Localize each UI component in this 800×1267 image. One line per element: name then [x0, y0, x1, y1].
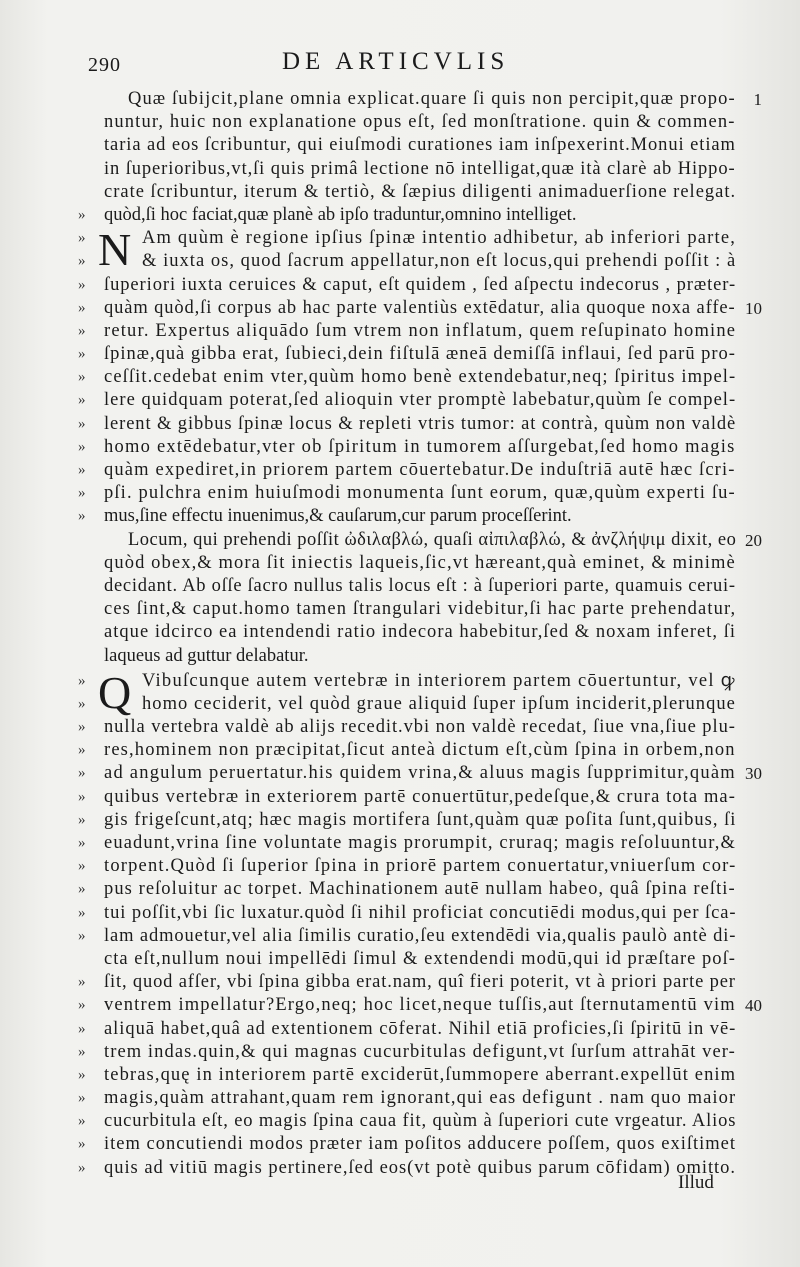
line-text: nuntur, huic non explanatione opus eſt, ſed monſtratione. quin & commen- — [104, 112, 736, 133]
text-line — [104, 575, 736, 598]
text-line — [104, 181, 736, 204]
quote-mark: » — [78, 719, 86, 736]
line-text: torpent.Quòd ſi ſuperior ſpina in priorē partem conuertatur,vniuerſum cor- — [104, 856, 737, 877]
text-line — [78, 971, 736, 994]
line-text: laqueus ad guttur delabatur. — [104, 645, 309, 666]
text-line — [78, 297, 762, 320]
line-text: pſi. pulchra enim huiuſmodi monumenta ſunt eorum, quæ,quùm experti ſu- — [104, 483, 736, 504]
line-text: quòd,ſi hoc faciat,quæ planè ab ipſo traduntur,omnino intelliget. — [104, 204, 577, 225]
quote-mark: » — [78, 835, 86, 851]
line-text: atque idcirco ea intendendi ratio indecora habebitur,ſed & noxam inferet, ſi — [104, 622, 737, 643]
paragraph — [104, 529, 762, 668]
text-line — [78, 204, 736, 227]
quote-mark: » — [78, 974, 86, 991]
text-line — [78, 1087, 737, 1110]
paragraph — [78, 666, 762, 1180]
running-title: DE ARTICVLIS — [282, 48, 510, 75]
line-text: quibus vertebræ in exteriorem partē conuertūtur,pedeſque,& crura tota ma- — [104, 786, 736, 807]
line-text: homo ceciderit, vel quòd graue aliquid ſuper ipſum inciderit,plerunque — [142, 693, 736, 714]
page-header — [0, 48, 800, 78]
line-text: lerent & gibbus ſpinæ locus & repleti vtris tumor: at contrà, quùm non valdè — [104, 413, 737, 434]
line-text: cucurbitula eſt, eo magis ſpina caua fit, quùm à ſuperiori cute vrgeatur. Alios — [104, 1111, 737, 1132]
paragraph — [78, 224, 762, 528]
quote-mark: » — [78, 765, 86, 782]
line-text: tebras,quę in interiorem partē exciderūt,ſummopere aberrant.expellūt enim — [104, 1064, 737, 1085]
text-line — [78, 1041, 736, 1064]
line-text: homo extēdebatur,vter ob ſpiritum in tumorem aſſurgebat,ſed homo magis — [104, 436, 736, 457]
text-line — [78, 320, 737, 343]
line-number: 10 — [745, 298, 762, 318]
text-line — [78, 716, 736, 739]
text-line — [78, 505, 736, 528]
line-text: ſit, quod afſer, vbi ſpina gibba erat.nam, quî fieri poterit, vt à priori parte per — [104, 972, 736, 993]
text-line — [78, 459, 736, 482]
line-text: ad angulum peruertatur.his quidem vrina,& aluus magis ſupprimitur,quàm — [104, 763, 736, 784]
text-line — [78, 762, 762, 785]
line-text: Locum, qui prehendi poſſit ὠδιλαβλώ, quaſi αἰπιλαβλώ, & ἀνζλήψιμ dixit, eo — [128, 529, 737, 550]
text-line — [104, 158, 736, 181]
quote-mark: » — [78, 695, 86, 712]
quote-mark: » — [78, 508, 86, 525]
text-line — [78, 1133, 736, 1156]
text-line — [78, 343, 736, 366]
text-line — [78, 436, 736, 459]
line-text: ſuperiori iuxta ceruices & caput, eſt quidem , ſed aſpectu indecorus , præter- — [104, 274, 737, 295]
line-text: trem indas.quin,& qui magnas cucurbitulas defigunt,vt ſurſum attrahāt ver- — [104, 1041, 736, 1062]
line-text: crate ſcribuntur, iterum & tertiò, & ſæpius diligenti animaduerſione relegat. — [104, 181, 737, 202]
text-line — [104, 621, 736, 644]
quote-mark: » — [78, 392, 86, 409]
line-text: cta eſt,nullum noui impellēdi ſimul & extendendi modū,qui id præſtare poſ- — [104, 948, 736, 969]
text-line — [78, 389, 737, 412]
quote-mark: » — [78, 1113, 86, 1130]
text-line — [104, 111, 736, 134]
text-line — [104, 529, 762, 552]
text-line — [104, 88, 762, 111]
quote-mark: » — [78, 1090, 86, 1107]
quote-mark: » — [78, 742, 86, 759]
quote-mark: » — [78, 788, 86, 805]
quote-mark: » — [78, 206, 86, 223]
text-line — [78, 1157, 736, 1180]
quote-mark: » — [78, 276, 86, 293]
drop-cap: Q — [98, 666, 132, 718]
text-line — [78, 1110, 737, 1133]
text-line — [78, 250, 737, 273]
text-line — [104, 948, 736, 971]
text-line — [104, 552, 736, 575]
line-text: Vibuſcunque autem vertebræ in interiorem partem cōuertuntur, vel ꝙ — [142, 670, 736, 691]
quote-mark: » — [78, 299, 86, 316]
line-text: res,hominem non præcipitat,ſicut anteà dictum eſt,cùm ſpina in orbem,non — [104, 740, 736, 761]
quote-mark: » — [78, 811, 86, 828]
quote-mark: » — [78, 369, 86, 386]
text-line — [78, 1064, 737, 1087]
quote-mark: » — [78, 672, 86, 689]
line-text: retur. Expertus aliquādo ſum vtrem non inflatum, quem reſupinato homine — [104, 320, 737, 341]
text-line — [78, 227, 737, 250]
text-line — [78, 902, 737, 925]
text-line — [78, 878, 736, 901]
quote-mark: » — [78, 1136, 86, 1153]
line-number: 1 — [753, 90, 762, 109]
quote-mark: » — [78, 322, 86, 339]
line-text: ceſſit.cedebat enim vter,quùm homo benè extendebatur,neq; ſpiritus impel- — [104, 367, 737, 388]
line-number: 40 — [745, 996, 762, 1016]
line-text: quis ad vitiū magis pertinere,ſed eos(vt potè quibus parum cōfidam) omitto. — [104, 1157, 736, 1178]
text-line — [78, 809, 737, 832]
line-text: item concutiendi modos præter iam poſitos adducere poſſem, quos exiſtimet — [104, 1134, 736, 1155]
text-line — [78, 855, 737, 878]
text-line — [78, 739, 736, 762]
quote-mark: » — [78, 1020, 86, 1037]
line-text: in ſuperioribus,vt,ſi quis primâ lectione nō intelligat,quæ ità clarè ab Hippo- — [104, 158, 736, 179]
quote-mark: » — [78, 1043, 86, 1060]
text-line — [78, 366, 737, 389]
text-line — [78, 274, 737, 297]
text-line — [78, 413, 737, 436]
line-text: pus reſoluitur ac torpet. Machinationem autē nullam habeo, quâ ſpina reſti- — [104, 879, 736, 900]
drop-cap: N — [98, 224, 132, 276]
text-line — [104, 134, 736, 157]
quote-mark: » — [78, 485, 86, 502]
text-line — [78, 670, 736, 693]
line-number: 20 — [745, 530, 762, 550]
text-line — [78, 925, 737, 948]
quote-mark: » — [78, 1159, 86, 1176]
page-number: 290 — [88, 54, 121, 76]
quote-mark: » — [78, 997, 86, 1014]
line-text: decidant. Ab oſſe ſacro nullus talis locus eſt : à ſuperiori parte, quamuis cerui- — [104, 575, 736, 596]
line-text: aliquā habet,quâ ad extentionem cōferat. Nihil etiā proficies,ſi ſpiritū in vē- — [104, 1018, 737, 1039]
text-line — [104, 645, 736, 668]
text-line — [78, 832, 737, 855]
line-text: euadunt,vrina ſine voluntate magis prorumpit, cruraq; magis reſoluuntur,& — [104, 833, 737, 853]
quote-mark: » — [78, 346, 86, 363]
line-text: lere quidquam poterat,ſed alioquin vter promptè labebatur,quùm ſe compel- — [104, 390, 737, 411]
quote-mark: » — [78, 415, 86, 432]
text-line — [78, 1018, 737, 1041]
quote-mark: » — [78, 253, 86, 270]
main-text — [78, 88, 762, 1180]
quote-mark: » — [78, 438, 86, 455]
line-text: Quæ ſubijcit,plane omnia explicat.quare ſi quis non percipit,quæ propo- — [128, 89, 736, 109]
line-text: magis,quàm attrahant,quam rem ignorant,qui eas defigunt . nam quo maior — [104, 1088, 737, 1109]
line-text: quàm expediret,in priorem partem cōuertebatur.De induſtriā autē hæc ſcri- — [104, 460, 736, 480]
text-line — [78, 994, 762, 1017]
text-line — [78, 693, 736, 716]
text-line — [78, 786, 736, 809]
line-number: 30 — [745, 764, 762, 784]
line-text: taria ad eos ſcribuntur, qui eiuſmodi curationes iam inſpexerint.Monui etiam — [104, 135, 736, 156]
line-text: & iuxta os, quod ſacrum appellatur,non eſt locus,qui prehendi poſſit : à — [142, 251, 737, 272]
quote-mark: » — [78, 230, 86, 247]
paragraph — [78, 88, 762, 227]
text-line — [104, 598, 736, 621]
line-text: quòd obex,& mora ſit iniectis laqueis,ſic,vt hæreant,quà eminet, & minimè — [104, 552, 736, 573]
line-text: gis frigeſcunt,atq; hæc magis mortifera ſunt,quàm quæ poſita ſunt,quibus, ſi — [104, 809, 737, 830]
text-line — [78, 482, 736, 505]
line-text: ventrem impellatur?Ergo,neq; hoc licet,neque tuſſis,aut ſternutamentū vim — [104, 995, 736, 1016]
quote-mark: » — [78, 927, 86, 944]
quote-mark: » — [78, 858, 86, 875]
line-text: tui poſſit,vbi ſic luxatur.quòd ſi nihil proficiat concutiēdi modus,qui per ſca- — [104, 902, 737, 923]
quote-mark: » — [78, 1066, 86, 1083]
quote-mark: » — [78, 462, 86, 478]
line-text: quàm quòd,ſi corpus ab hac parte valentiùs extēdatur, alia quoque noxa affe- — [104, 297, 736, 318]
line-text: nulla vertebra valdè ab alijs recedit.vbi non valdè recedat, ſiue vna,ſiue plu- — [104, 717, 736, 738]
catchword: Illud — [678, 1172, 714, 1193]
line-text: ſpinæ,quà gibba erat, ſubieci,dein fiſtulā æneā demiſſā inflaui, ſed parū pro- — [104, 344, 736, 365]
line-text: ces ſint,& caput.homo tamen ſtrangulari videbitur,ſi hac parte prehendatur, — [104, 599, 737, 620]
line-text: mus,ſine effectu inuenimus,& cauſarum,cur parum proceſſerint. — [104, 506, 572, 527]
line-text: Am quùm è regione ipſius ſpinæ intentio adhibetur, ab inferiori parte, — [142, 228, 737, 249]
quote-mark: » — [78, 881, 86, 898]
quote-mark: » — [78, 904, 86, 921]
line-text: lam admouetur,vel alia ſimilis curatio,ſeu extendēdi via,qualis paulò antè di- — [104, 925, 737, 946]
